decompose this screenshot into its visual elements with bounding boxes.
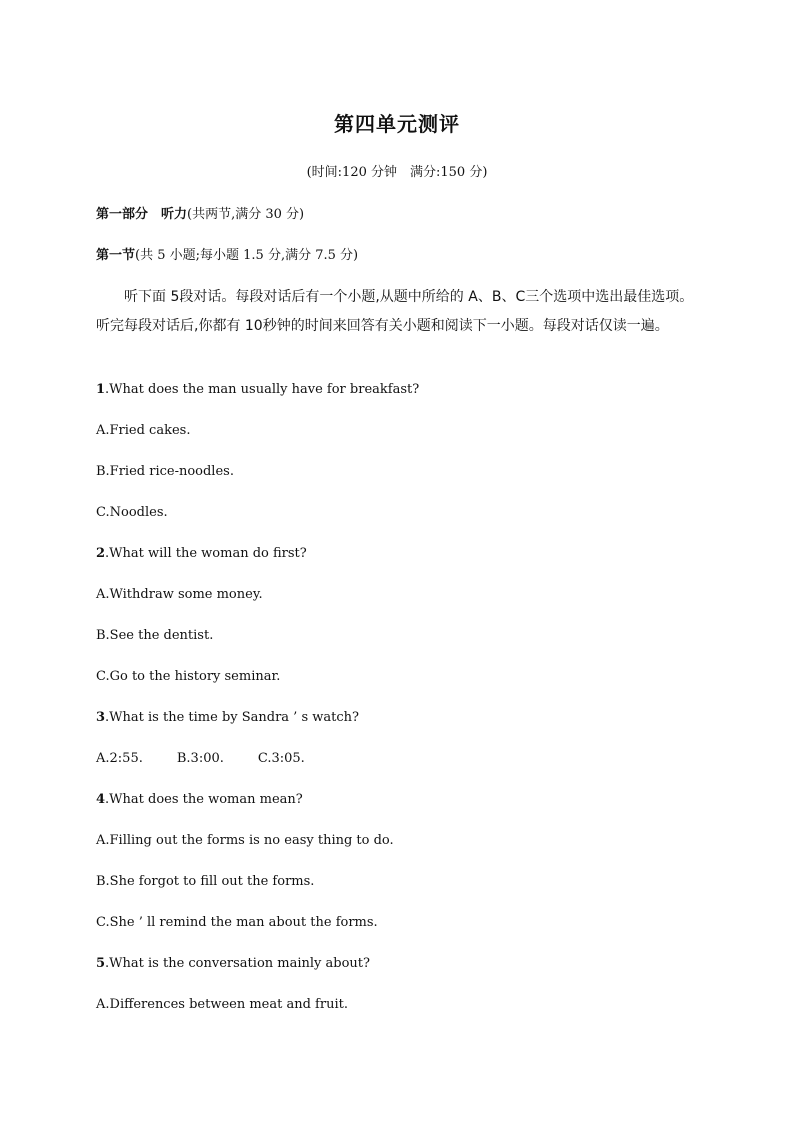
question-4	[96, 792, 303, 807]
question-1	[96, 382, 419, 397]
q5-option-a: A.Differences between meat and fruit.	[96, 997, 348, 1012]
section1-heading-rest: (共 5 小题;每小题 1.5 分,满分 7.5 分)	[135, 248, 359, 263]
q4-option-a: A.Filling out the forms is no easy thing to do.	[96, 833, 394, 848]
section1-heading-bold: 第一节	[96, 248, 136, 263]
q3-options-row	[96, 751, 305, 766]
q3-option-b: B.3:00.	[176, 751, 224, 766]
question-number: 3	[96, 710, 106, 725]
q2-option-c: C.Go to the history seminar.	[96, 669, 281, 684]
question-text: .What is the time by Sandra ’ s watch?	[105, 710, 359, 725]
question-text: .What will the woman do first?	[105, 546, 307, 561]
question-2	[96, 546, 307, 561]
question-number: 4	[96, 792, 106, 807]
page-title: 第四单元测评	[334, 112, 460, 136]
q1-option-a: A.Fried cakes.	[96, 423, 191, 438]
q2-option-a: A.Withdraw some money.	[96, 587, 263, 602]
listening-instructions: 听下面 5段对话。每段对话后有一个小题,从题中所给的 A、B、C三个选项中选出最佳选项。听完每段对话后,你都有 10秒钟的时间来回答有关小题和阅读下一小题。每段对话仅读一遍。	[96, 289, 694, 334]
part1-heading-rest: (共两节,满分 30 分)	[187, 207, 305, 222]
q3-option-c: C.3:05.	[257, 751, 305, 766]
section1-heading	[96, 244, 358, 263]
q1-option-b: B.Fried rice-noodles.	[96, 464, 234, 479]
q3-option-a: A.2:55.	[96, 751, 143, 766]
question-number: 5	[96, 956, 106, 971]
question-number: 1	[96, 382, 106, 397]
q2-option-b: B.See the dentist.	[96, 628, 214, 643]
part1-heading	[96, 203, 304, 222]
question-text: .What does the woman mean?	[105, 792, 303, 807]
question-text: .What does the man usually have for breakfast?	[105, 382, 420, 397]
question-5	[96, 956, 370, 971]
part1-heading-bold: 第一部分 听力	[96, 207, 188, 222]
q4-option-b: B.She forgot to fill out the forms.	[96, 874, 315, 889]
q4-option-c: C.She ’ ll remind the man about the forms.	[96, 915, 378, 930]
exam-time-score: (时间:120 分钟 满分:150 分)	[306, 165, 488, 180]
question-3	[96, 710, 359, 725]
question-text: .What is the conversation mainly about?	[105, 956, 370, 971]
question-number: 2	[96, 546, 106, 561]
q1-option-c: C.Noodles.	[96, 505, 168, 520]
